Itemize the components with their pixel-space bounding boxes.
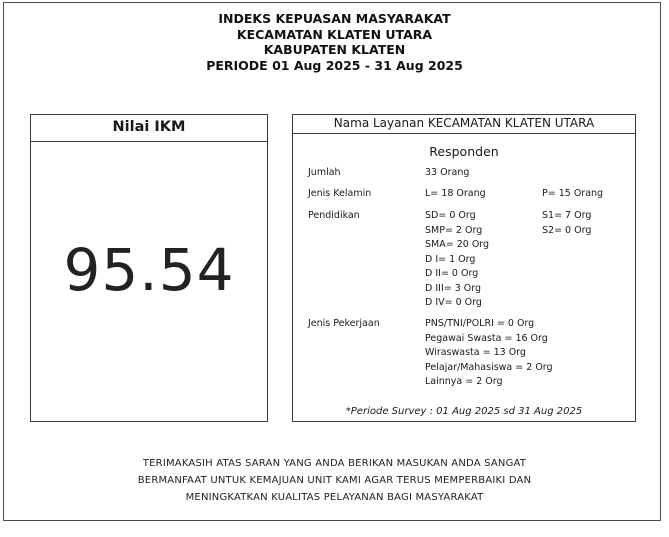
occupation-student: Pelajar/Mahasiswa = 2 Org — [425, 361, 553, 373]
footer-line-2: BERMANFAAT UNTUK KEMAJUAN UNIT KAMI AGAR TERUS MEMPERBAIKI DAN — [137, 475, 532, 486]
survey-period-note: *Periode Survey : 01 Aug 2025 sd 31 Aug 2025 — [345, 406, 583, 417]
education-d4: D IV= 0 Org — [425, 297, 482, 308]
footer-line-1: TERIMAKASIH ATAS SARAN YANG ANDA BERIKAN MASUKAN ANDA SANGAT — [142, 458, 527, 469]
respondent-panel — [292, 114, 636, 422]
occupation-pns: PNS/TNI/POLRI = 0 Org — [425, 318, 535, 329]
education-s2: S2= 0 Org — [542, 224, 592, 236]
education-d2: D II= 0 Org — [425, 268, 479, 279]
occupation-label: Jenis Pekerjaan — [308, 318, 380, 329]
gender-label: Jenis Kelamin — [308, 188, 372, 199]
thank-you-message — [0, 455, 669, 506]
ikm-score: 95.54 — [63, 236, 235, 304]
header-title: INDEKS KEPUASAN MASYARAKAT — [218, 11, 451, 26]
occupation-other: Lainnya = 2 Org — [425, 376, 503, 387]
education-smp: SMP= 2 Org — [425, 224, 483, 236]
occupation-private: Pegawai Swasta = 16 Org — [425, 332, 548, 344]
ikm-panel — [30, 114, 268, 422]
occupation-entrepreneur: Wiraswasta = 13 Org — [425, 347, 526, 358]
footer-line-3: MENINGKATKAN KUALITAS PELAYANAN BAGI MASYARAKAT — [185, 492, 484, 503]
jumlah-label: Jumlah — [308, 167, 341, 178]
header-period: PERIODE 01 Aug 2025 - 31 Aug 2025 — [206, 57, 463, 73]
education-label: Pendidikan — [308, 210, 360, 221]
education-sd: SD= 0 Org — [425, 210, 476, 221]
header-regency: KABUPATEN KLATEN — [263, 42, 406, 57]
education-s1: S1= 7 Org — [542, 210, 592, 221]
gender-male: L= 18 Orang — [425, 188, 486, 199]
education-d1: D I= 1 Org — [425, 253, 476, 265]
education-sma: SMA= 20 Org — [425, 239, 490, 250]
respondent-heading: Responden — [429, 144, 499, 159]
ikm-title: Nilai IKM — [31, 115, 267, 142]
gender-female: P= 15 Orang — [542, 188, 604, 199]
report-header — [0, 11, 669, 73]
header-district: KECAMATAN KLATEN UTARA — [236, 26, 433, 42]
education-d3: D III= 3 Org — [425, 282, 482, 294]
jumlah-value: 33 Orang — [425, 167, 470, 178]
service-title: Nama Layanan KECAMATAN KLATEN UTARA — [293, 115, 635, 134]
